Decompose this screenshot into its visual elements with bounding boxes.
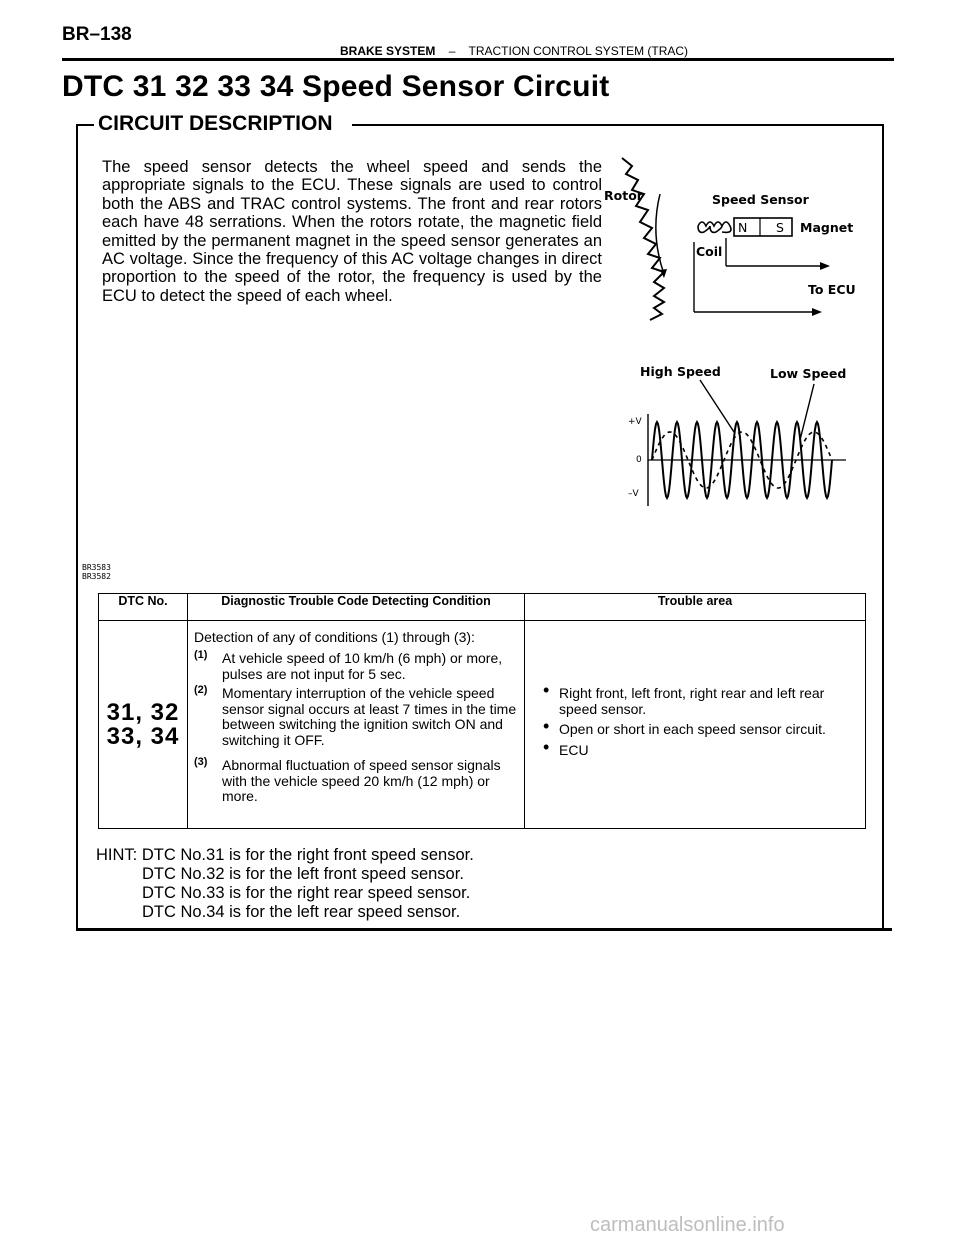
dtc-codes-line: 31, 32 <box>106 698 180 726</box>
frame-top-border-right <box>352 124 884 126</box>
header-section: BRAKE SYSTEM <box>340 44 436 58</box>
hint-line: DTC No.31 is for the right front speed sensor. <box>141 846 474 864</box>
table-header-row <box>99 594 866 621</box>
header-separator: – <box>448 44 456 58</box>
watermark: carmanualsonline.info <box>590 1214 785 1236</box>
to-ecu-label: To ECU <box>808 282 856 297</box>
speed-sensor-illustration <box>600 150 880 325</box>
hint-line: DTC No.34 is for the left rear speed sensor. <box>142 903 461 921</box>
magnet-north-label: N <box>738 220 748 235</box>
frame-top-border-left <box>76 124 94 126</box>
plus-v-label: +V <box>628 417 642 427</box>
coil-label: Coil <box>696 244 723 259</box>
magnet-south-label: S <box>776 220 784 235</box>
condition-number: (1) <box>194 649 208 661</box>
header-rule <box>62 58 894 61</box>
dtc-codes-cell <box>99 621 188 829</box>
page-title: DTC 31 32 33 34 Speed Sensor Circuit <box>62 70 610 103</box>
frame-right-border <box>882 124 884 930</box>
condition-cell <box>188 621 525 829</box>
minus-v-label: –V <box>628 489 639 499</box>
condition-number: (3) <box>194 756 208 768</box>
circuit-description: The speed sensor detects the wheel speed and sends the appropriate signals to the ECU. These signals are used to control both the ABS and TRAC control systems. The front and rear rotors each have 48 serrations. When the rotors rotate, the magnetic field emitted by the permanent magnet in the speed sensor generates an AC voltage. Since the frequency of this AC voltage changes in direct proportion to the speed of the rotor, the frequency is used by the ECU to detect the speed of each wheel. <box>102 158 602 305</box>
hint-line: DTC No.33 is for the right rear speed sensor. <box>142 884 471 902</box>
section-heading: CIRCUIT DESCRIPTION <box>98 112 333 135</box>
list-item: • ECU <box>543 743 861 759</box>
coil-icon <box>698 222 731 232</box>
condition-text: At vehicle speed of 10 km/h (6 mph) or more, pulses are not input for 5 sec. <box>222 650 503 682</box>
condition-item <box>188 686 524 748</box>
frame-left-border <box>76 124 78 930</box>
header-subsection: TRACTION CONTROL SYSTEM (TRAC) <box>468 44 689 58</box>
arrow-head-icon <box>660 269 667 278</box>
figure-id: BR3583 <box>82 563 111 572</box>
page-number: BR–138 <box>62 24 132 45</box>
list-item: • Right front, left front, right rear and left rear speed sensor. <box>543 686 861 717</box>
running-header <box>340 44 688 58</box>
figure-id: BR3582 <box>82 572 111 581</box>
zero-label: 0 <box>636 455 642 465</box>
list-item: • Open or short in each speed sensor circuit. <box>543 722 861 738</box>
header-condition: Diagnostic Trouble Code Detecting Condition <box>188 594 525 621</box>
table-row <box>99 621 866 829</box>
high-speed-label: High Speed <box>640 364 721 379</box>
dtc-table <box>98 593 866 829</box>
figure-ids <box>82 563 111 581</box>
condition-item <box>188 758 524 813</box>
hint-line: DTC No.32 is for the left front speed sensor. <box>142 865 464 883</box>
condition-item <box>188 651 524 682</box>
hint-label: HINT: <box>96 846 138 864</box>
magnet-label: Magnet <box>800 220 854 235</box>
condition-text: Abnormal fluctuation of speed sensor signals with the vehicle speed 20 km/h (12 mph) or more. <box>222 757 501 804</box>
waveform-illustration <box>600 360 860 520</box>
trouble-area-cell <box>525 621 866 829</box>
rotor-label: Rotor <box>604 188 643 203</box>
rotor-teeth-icon <box>622 158 664 320</box>
speed-sensor-label: Speed Sensor <box>712 192 809 207</box>
frame-bottom-border <box>76 928 892 931</box>
hint-block <box>96 846 474 922</box>
low-speed-label: Low Speed <box>770 366 847 381</box>
dtc-codes-line: 33, 34 <box>106 722 180 750</box>
header-trouble-area: Trouble area <box>525 594 866 621</box>
trouble-area-list <box>525 686 865 758</box>
condition-intro: Detection of any of conditions (1) through (3): <box>194 629 475 645</box>
condition-number: (2) <box>194 684 208 696</box>
header-dtc-no: DTC No. <box>99 594 188 621</box>
condition-text: Momentary interruption of the vehicle speed sensor signal occurs at least 7 times in the time between switching the ignition switch ON and switching it OFF. <box>222 685 517 748</box>
